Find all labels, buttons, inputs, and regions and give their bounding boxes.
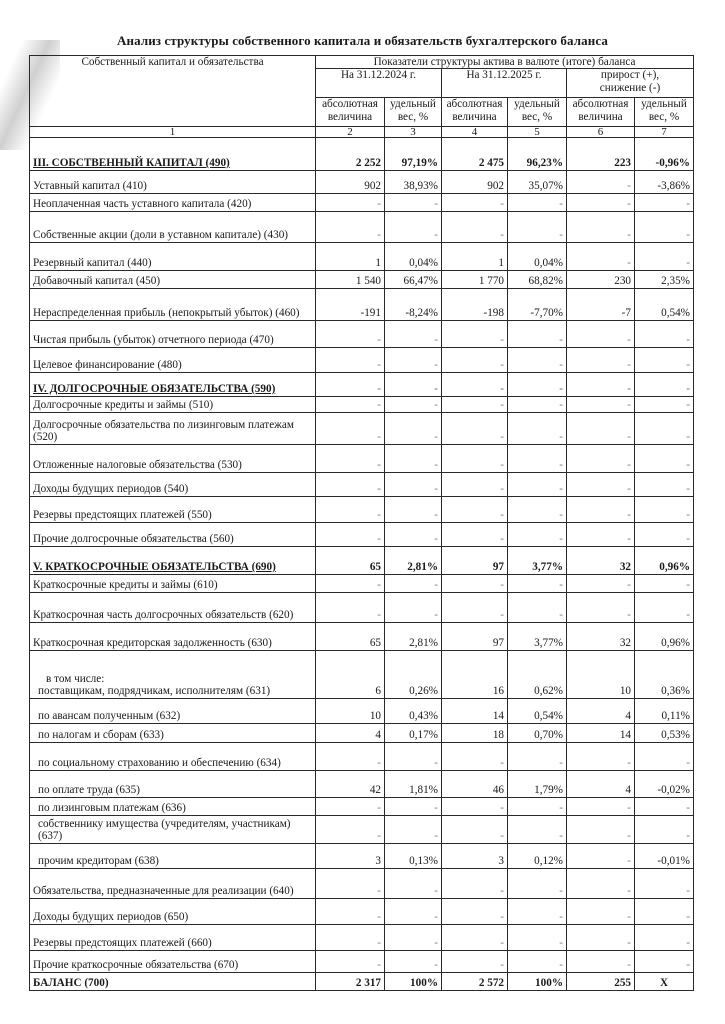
cell-share-2024: - <box>385 593 442 623</box>
cell-share-change: -0,96% <box>635 138 694 171</box>
table-row <box>30 497 694 523</box>
table-row <box>30 869 694 899</box>
table-row <box>30 473 694 497</box>
cell-share-2025: - <box>508 497 567 523</box>
row-label-prefix: в том числе: <box>46 673 105 685</box>
cell-abs-change: - <box>567 523 635 547</box>
cell-share-change: - <box>635 212 694 243</box>
row-label: БАЛАНС (700) <box>30 973 316 991</box>
cell-share-2025: - <box>508 869 567 899</box>
table-row <box>30 243 694 271</box>
cell-abs-2025: - <box>442 348 508 373</box>
cell-share-2024: - <box>385 497 442 523</box>
cell-abs-change: 4 <box>567 699 635 724</box>
table-row <box>30 816 694 844</box>
cell-abs-change: - <box>567 473 635 497</box>
table-row <box>30 623 694 651</box>
row-label: прочим кредиторам (638) <box>30 844 316 869</box>
cell-share-change: - <box>635 743 694 771</box>
table-row <box>30 289 694 321</box>
cell-share-2025: - <box>508 473 567 497</box>
header-col1: Собственный капитал и обязательства <box>30 56 316 127</box>
cell-share-2025: 0,04% <box>508 243 567 271</box>
cell-share-change: 0,53% <box>635 724 694 743</box>
cell-abs-2024: - <box>316 951 385 973</box>
cell-share-change: -0,01% <box>635 844 694 869</box>
cell-abs-change: - <box>567 321 635 348</box>
table-row <box>30 445 694 473</box>
row-label: Краткосрочная кредиторская задолженность (630) <box>30 623 316 651</box>
cell-abs-2025: 46 <box>442 771 508 798</box>
table-row <box>30 593 694 623</box>
cell-abs-2025: 2 475 <box>442 138 508 171</box>
table-row <box>30 844 694 869</box>
row-label: III. СОБСТВЕННЫЙ КАПИТАЛ (490) <box>30 138 316 171</box>
row-label: Краткосрочная часть долгосрочных обязательств (620) <box>30 593 316 623</box>
cell-abs-2024: 4 <box>316 724 385 743</box>
cell-share-change: - <box>635 798 694 816</box>
row-label: Резервы предстоящих платежей (550) <box>30 497 316 523</box>
cell-abs-2025: - <box>442 899 508 925</box>
col-number: 2 <box>316 127 385 138</box>
cell-abs-change: - <box>567 593 635 623</box>
cell-share-2025: - <box>508 743 567 771</box>
cell-share-2024: - <box>385 869 442 899</box>
cell-abs-change: - <box>567 899 635 925</box>
cell-abs-2024: - <box>316 348 385 373</box>
table-row <box>30 798 694 816</box>
cell-abs-change: -7 <box>567 289 635 321</box>
cell-abs-change: - <box>567 743 635 771</box>
cell-abs-2025: 97 <box>442 623 508 651</box>
cell-abs-2025: - <box>442 445 508 473</box>
row-label: Нераспределенная прибыль (непокрытый убыток) (460) <box>30 289 316 321</box>
cell-abs-2025: - <box>442 473 508 497</box>
cell-abs-change: 255 <box>567 973 635 991</box>
cell-share-change: 0,54% <box>635 289 694 321</box>
col-number: 5 <box>508 127 567 138</box>
cell-abs-change: - <box>567 445 635 473</box>
cell-share-change: - <box>635 523 694 547</box>
cell-abs-2024: - <box>316 575 385 593</box>
cell-abs-change: - <box>567 413 635 445</box>
cell-abs-2024: - <box>316 743 385 771</box>
cell-abs-change: - <box>567 348 635 373</box>
cell-abs-2025: - <box>442 593 508 623</box>
cell-share-change: 2,35% <box>635 271 694 289</box>
cell-abs-2025: -198 <box>442 289 508 321</box>
cell-share-2024: - <box>385 743 442 771</box>
cell-share-2024: 97,19% <box>385 138 442 171</box>
cell-abs-2024: - <box>316 523 385 547</box>
cell-share-change: 0,96% <box>635 547 694 575</box>
header-abs-change: абсолютная величина <box>567 98 635 127</box>
cell-abs-2024: - <box>316 413 385 445</box>
cell-share-2024: 0,13% <box>385 844 442 869</box>
cell-abs-change: - <box>567 575 635 593</box>
row-label: Отложенные налоговые обязательства (530) <box>30 445 316 473</box>
cell-abs-2024: 6 <box>316 651 385 699</box>
cell-share-2024: 1,81% <box>385 771 442 798</box>
table-row <box>30 348 694 373</box>
table-row <box>30 171 694 194</box>
cell-share-2024: - <box>385 373 442 397</box>
cell-abs-change: 230 <box>567 271 635 289</box>
cell-share-2024: - <box>385 473 442 497</box>
table-row <box>30 271 694 289</box>
cell-abs-2024: - <box>316 593 385 623</box>
col-number: 7 <box>635 127 694 138</box>
cell-share-change: 0,36% <box>635 651 694 699</box>
cell-share-change: - <box>635 951 694 973</box>
header-change-text: прирост (+), снижение (-) <box>599 69 661 94</box>
row-label: по авансам полученным (632) <box>30 699 316 724</box>
cell-share-2024: - <box>385 212 442 243</box>
cell-share-change: - <box>635 445 694 473</box>
table-row <box>30 212 694 243</box>
cell-share-2025: 0,70% <box>508 724 567 743</box>
cell-abs-2025: - <box>442 575 508 593</box>
cell-abs-2025: 2 572 <box>442 973 508 991</box>
cell-abs-2025: 14 <box>442 699 508 724</box>
table-row <box>30 771 694 798</box>
cell-abs-2025: - <box>442 413 508 445</box>
cell-share-2025: 1,79% <box>508 771 567 798</box>
cell-abs-2025: - <box>442 743 508 771</box>
cell-share-2024: 0,26% <box>385 651 442 699</box>
header-group: Показатели структуры актива в валюте (итоге) баланса <box>316 56 694 69</box>
cell-abs-2024: 3 <box>316 844 385 869</box>
cell-abs-2024: - <box>316 798 385 816</box>
cell-share-2025: - <box>508 798 567 816</box>
cell-abs-change: - <box>567 373 635 397</box>
cell-share-2024: - <box>385 925 442 951</box>
cell-share-2024: -8,24% <box>385 289 442 321</box>
cell-abs-2025: - <box>442 212 508 243</box>
table-row <box>30 925 694 951</box>
cell-share-2024: - <box>385 575 442 593</box>
cell-abs-2024: - <box>316 373 385 397</box>
row-label: по налогам и сборам (633) <box>30 724 316 743</box>
cell-abs-2025: - <box>442 523 508 547</box>
cell-share-2025: 35,07% <box>508 171 567 194</box>
header-abs-2025: абсолютная величина <box>442 98 508 127</box>
cell-share-change: -3,86% <box>635 171 694 194</box>
cell-share-2025: -7,70% <box>508 289 567 321</box>
cell-abs-change: - <box>567 816 635 844</box>
cell-share-2025: 0,54% <box>508 699 567 724</box>
table-row <box>30 138 694 171</box>
cell-share-2024: 0,17% <box>385 724 442 743</box>
cell-share-2025: - <box>508 523 567 547</box>
cell-share-2024: - <box>385 798 442 816</box>
cell-abs-2025: - <box>442 816 508 844</box>
cell-share-2025: - <box>508 413 567 445</box>
cell-share-2024: - <box>385 445 442 473</box>
cell-abs-2024: - <box>316 212 385 243</box>
cell-share-change: - <box>635 899 694 925</box>
row-label: IV. ДОЛГОСРОЧНЫЕ ОБЯЗАТЕЛЬСТВА (590) <box>30 373 316 397</box>
cell-share-change: - <box>635 194 694 212</box>
cell-abs-2025: - <box>442 397 508 413</box>
table-row <box>30 321 694 348</box>
document-title: Анализ структуры собственного капитала и обязательств бухгалтерского баланса <box>117 33 608 48</box>
cell-abs-2025: 1 770 <box>442 271 508 289</box>
cell-share-2025: 0,62% <box>508 651 567 699</box>
table-row <box>30 724 694 743</box>
row-label: Резервы предстоящих платежей (660) <box>30 925 316 951</box>
cell-abs-2024: 902 <box>316 171 385 194</box>
cell-abs-2025: - <box>442 869 508 899</box>
row-label: Целевое финансирование (480) <box>30 348 316 373</box>
cell-abs-change: - <box>567 194 635 212</box>
cell-share-2025: - <box>508 925 567 951</box>
row-label <box>30 651 316 699</box>
row-label: Долгосрочные кредиты и займы (510) <box>30 397 316 413</box>
cell-share-2025: - <box>508 951 567 973</box>
cell-share-2024: - <box>385 194 442 212</box>
row-label: Чистая прибыль (убыток) отчетного периода (470) <box>30 321 316 348</box>
cell-share-2025: - <box>508 194 567 212</box>
cell-share-change: - <box>635 373 694 397</box>
cell-share-2025: 96,23% <box>508 138 567 171</box>
row-label: Долгосрочные обязательства по лизинговым платежам (520) <box>30 413 316 445</box>
row-label: Краткосрочные кредиты и займы (610) <box>30 575 316 593</box>
table-row <box>30 523 694 547</box>
cell-share-change: - <box>635 243 694 271</box>
cell-abs-2025: 1 <box>442 243 508 271</box>
cell-abs-2025: 18 <box>442 724 508 743</box>
cell-share-change: X <box>635 973 694 991</box>
cell-abs-change: - <box>567 925 635 951</box>
row-label: Прочие долгосрочные обязательства (560) <box>30 523 316 547</box>
cell-abs-change: 10 <box>567 651 635 699</box>
cell-share-2024: 66,47% <box>385 271 442 289</box>
cell-abs-2025: - <box>442 497 508 523</box>
row-label: по лизинговым платежам (636) <box>30 798 316 816</box>
cell-abs-change: - <box>567 951 635 973</box>
cell-share-2025: 68,82% <box>508 271 567 289</box>
cell-share-2024: 2,81% <box>385 623 442 651</box>
header-share-2024: удельный вес, % <box>385 98 442 127</box>
row-label: Добавочный капитал (450) <box>30 271 316 289</box>
cell-abs-2024: 2 317 <box>316 973 385 991</box>
cell-abs-change: - <box>567 844 635 869</box>
row-label: Прочие краткосрочные обязательства (670) <box>30 951 316 973</box>
cell-abs-2024: - <box>316 497 385 523</box>
cell-abs-2024: - <box>316 321 385 348</box>
table-row <box>30 575 694 593</box>
row-label: Неоплаченная часть уставного капитала (420) <box>30 194 316 212</box>
cell-abs-2024: - <box>316 899 385 925</box>
cell-share-2024: - <box>385 523 442 547</box>
cell-share-change: - <box>635 348 694 373</box>
table-row <box>30 699 694 724</box>
cell-share-2025: 3,77% <box>508 547 567 575</box>
row-label: по социальному страхованию и обеспечению (634) <box>30 743 316 771</box>
cell-abs-change: - <box>567 212 635 243</box>
table-row <box>30 373 694 397</box>
row-label: Резервный капитал (440) <box>30 243 316 271</box>
cell-share-change: - <box>635 869 694 899</box>
cell-share-2024: - <box>385 899 442 925</box>
col-number: 4 <box>442 127 508 138</box>
column-numbers-row <box>30 127 694 138</box>
cell-abs-2024: 1 <box>316 243 385 271</box>
cell-share-2025: 0,12% <box>508 844 567 869</box>
cell-abs-2024: - <box>316 869 385 899</box>
cell-abs-2024: 42 <box>316 771 385 798</box>
cell-abs-2025: - <box>442 194 508 212</box>
balance-structure-table <box>29 55 694 991</box>
header-period-2025: На 31.12.2025 г. <box>442 69 567 98</box>
cell-share-2025: - <box>508 348 567 373</box>
table-row <box>30 194 694 212</box>
table-row <box>30 547 694 575</box>
cell-abs-2024: 2 252 <box>316 138 385 171</box>
cell-share-2024: - <box>385 348 442 373</box>
table-row <box>30 651 694 699</box>
cell-share-2024: - <box>385 816 442 844</box>
cell-share-change: 0,11% <box>635 699 694 724</box>
cell-share-change: - <box>635 575 694 593</box>
table-row <box>30 413 694 445</box>
cell-abs-2025: 3 <box>442 844 508 869</box>
cell-share-2025: 3,77% <box>508 623 567 651</box>
col-number: 6 <box>567 127 635 138</box>
cell-abs-2025: - <box>442 925 508 951</box>
cell-abs-2024: - <box>316 925 385 951</box>
cell-share-2024: - <box>385 321 442 348</box>
row-label: Обязательства, предназначенные для реализации (640) <box>30 869 316 899</box>
cell-abs-change: - <box>567 171 635 194</box>
cell-share-2025: - <box>508 575 567 593</box>
cell-abs-change: - <box>567 497 635 523</box>
cell-share-2024: 38,93% <box>385 171 442 194</box>
cell-share-change: - <box>635 925 694 951</box>
cell-share-change: - <box>635 321 694 348</box>
cell-share-2025: - <box>508 445 567 473</box>
row-label: Доходы будущих периодов (540) <box>30 473 316 497</box>
cell-share-change: - <box>635 397 694 413</box>
cell-share-2025: - <box>508 321 567 348</box>
cell-share-2025: - <box>508 397 567 413</box>
cell-abs-change: 14 <box>567 724 635 743</box>
header-share-change: удельный вес, % <box>635 98 694 127</box>
cell-share-2025: - <box>508 593 567 623</box>
table-row <box>30 743 694 771</box>
cell-share-2024: 0,04% <box>385 243 442 271</box>
row-label: Доходы будущих периодов (650) <box>30 899 316 925</box>
cell-share-change: - <box>635 497 694 523</box>
cell-abs-2024: - <box>316 445 385 473</box>
cell-abs-2025: 16 <box>442 651 508 699</box>
cell-share-2024: - <box>385 413 442 445</box>
table-row <box>30 951 694 973</box>
cell-abs-2024: 10 <box>316 699 385 724</box>
cell-abs-2024: -191 <box>316 289 385 321</box>
cell-share-2025: - <box>508 816 567 844</box>
cell-abs-2024: - <box>316 473 385 497</box>
cell-abs-change: - <box>567 243 635 271</box>
cell-share-2025: - <box>508 899 567 925</box>
cell-abs-2025: - <box>442 321 508 348</box>
cell-abs-change: - <box>567 869 635 899</box>
cell-share-change: - <box>635 593 694 623</box>
cell-share-change: - <box>635 413 694 445</box>
cell-abs-2025: - <box>442 951 508 973</box>
cell-share-2024: 0,43% <box>385 699 442 724</box>
cell-abs-2024: 1 540 <box>316 271 385 289</box>
cell-abs-2024: - <box>316 816 385 844</box>
row-label: Уставный капитал (410) <box>30 171 316 194</box>
cell-share-2024: 2,81% <box>385 547 442 575</box>
row-label: по оплате труда (635) <box>30 771 316 798</box>
cell-abs-change: 4 <box>567 771 635 798</box>
cell-abs-change: - <box>567 397 635 413</box>
cell-share-change: -0,02% <box>635 771 694 798</box>
row-label-text: поставщикам, подрядчикам, исполнителям (631) <box>38 685 271 697</box>
row-label: Собственные акции (доли в уставном капитале) (430) <box>30 212 316 243</box>
header-change <box>567 69 694 98</box>
table-row <box>30 973 694 991</box>
cell-abs-2025: 902 <box>442 171 508 194</box>
cell-share-change: - <box>635 473 694 497</box>
cell-abs-2025: - <box>442 798 508 816</box>
cell-abs-2024: 65 <box>316 547 385 575</box>
header-period-2024: На 31.12.2024 г. <box>316 69 442 98</box>
cell-abs-change: 223 <box>567 138 635 171</box>
cell-share-2025: 100% <box>508 973 567 991</box>
cell-share-change: 0,96% <box>635 623 694 651</box>
cell-abs-2025: 97 <box>442 547 508 575</box>
header-abs-2024: абсолютная величина <box>316 98 385 127</box>
cell-share-2024: - <box>385 397 442 413</box>
col-number: 1 <box>30 127 316 138</box>
table-row <box>30 899 694 925</box>
cell-abs-2024: - <box>316 194 385 212</box>
cell-abs-2024: - <box>316 397 385 413</box>
cell-abs-change: 32 <box>567 623 635 651</box>
cell-abs-change: - <box>567 798 635 816</box>
header-share-2025: удельный вес, % <box>508 98 567 127</box>
cell-abs-2024: 65 <box>316 623 385 651</box>
cell-share-2024: 100% <box>385 973 442 991</box>
cell-share-2025: - <box>508 212 567 243</box>
table-row <box>30 397 694 413</box>
cell-share-2025: - <box>508 373 567 397</box>
cell-share-change: - <box>635 816 694 844</box>
cell-abs-change: 32 <box>567 547 635 575</box>
col-number: 3 <box>385 127 442 138</box>
row-label: собственнику имущества (учредителям, участникам) (637) <box>30 816 316 844</box>
cell-abs-2025: - <box>442 373 508 397</box>
cell-share-2024: - <box>385 951 442 973</box>
row-label: V. КРАТКОСРОЧНЫЕ ОБЯЗАТЕЛЬСТВА (690) <box>30 547 316 575</box>
